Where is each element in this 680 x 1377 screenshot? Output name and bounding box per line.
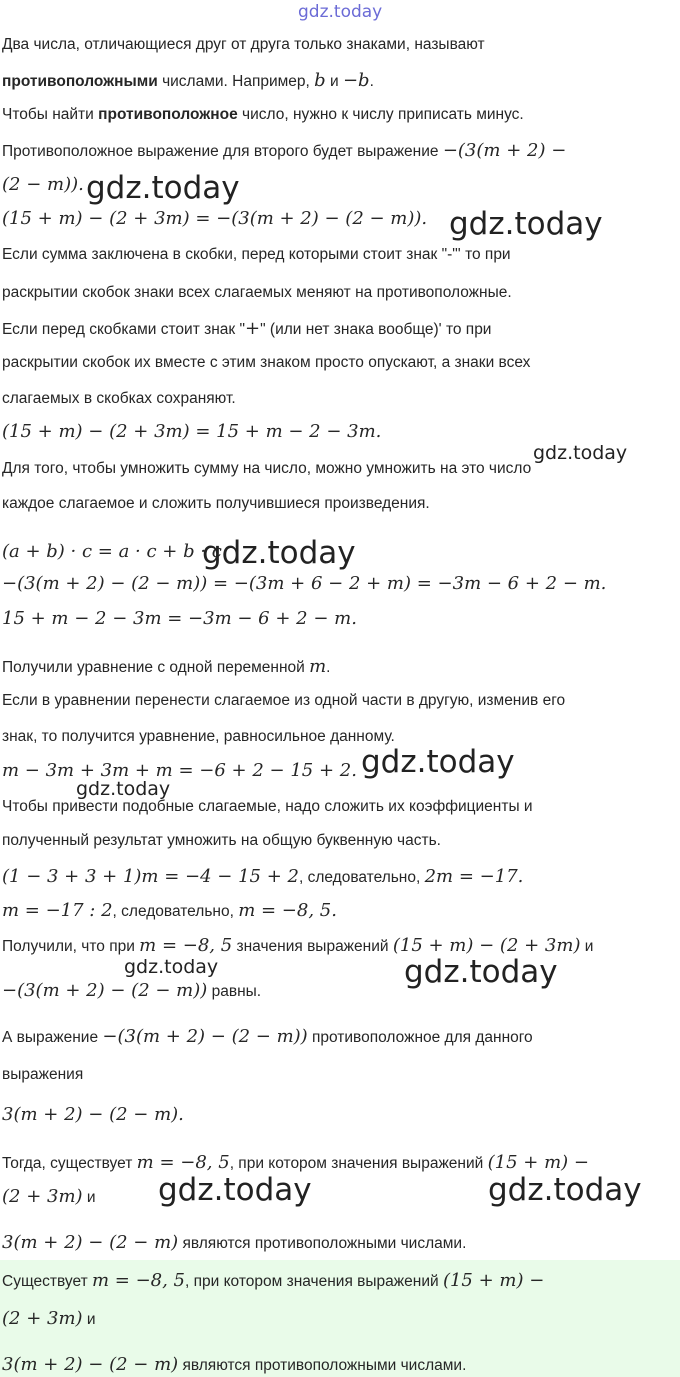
text-line: Два числа, отличающиеся друг от друга только знаками, называют [2, 36, 485, 53]
text-line: Для того, чтобы умножить сумму на число, можно умножить на это число [2, 460, 532, 477]
text-span: Если перед скобками стоит знак " [2, 321, 245, 338]
math-expression: (15 + m) − [487, 1152, 589, 1173]
text-span: противоположное для данного [307, 1029, 533, 1046]
text-span: являются противоположными числами. [178, 1357, 467, 1374]
text-span: и [82, 1189, 96, 1206]
text-line [2, 1186, 96, 1207]
math-expression: m = −8, 5 [136, 1152, 230, 1173]
text-span: " (или нет знака вообще)' то при [260, 321, 492, 338]
text-line: раскрытии скобок знаки всех слагаемых меняют на противоположные. [2, 284, 512, 301]
text-line [2, 935, 593, 956]
math-line: (15 + m) − (2 + 3m) = 15 + m − 2 − 3m. [2, 421, 382, 442]
text-line [2, 980, 261, 1001]
text-span: и [580, 938, 594, 955]
text-line [2, 70, 374, 91]
text-span: равны. [207, 983, 262, 1000]
text-line: полученный результат умножить на общую буквенную часть. [2, 832, 441, 849]
text-span: Существует [2, 1273, 92, 1290]
text-span: . [369, 73, 374, 90]
text-line [2, 1152, 589, 1173]
math-line: m − 3m + 3m + m = −6 + 2 − 15 + 2. [2, 760, 357, 781]
text-span: и [82, 1311, 96, 1328]
watermark: gdz.today [488, 1172, 642, 1208]
math-expression: m = −8, 5 [91, 1270, 186, 1291]
text-line: Если сумма заключена в скобки, перед которыми стоит знак "-"' то при [2, 246, 511, 263]
math-expression: −(3(m + 2) − [442, 140, 567, 161]
text-span: , следовательно, [112, 903, 239, 920]
text-line [2, 106, 524, 124]
math-var: m [309, 656, 327, 677]
math-line: −(3(m + 2) − (2 − m)) = −(3m + 6 − 2 + m) = −3m − 6 + 2 − m. [2, 573, 607, 594]
math-expression: 2m = −17. [424, 866, 524, 887]
math-line: (15 + m) − (2 + 3m) = −(3(m + 2) − (2 − m)). [2, 208, 428, 229]
text-line [2, 318, 491, 339]
text-line: Чтобы привести подобные слагаемые, надо сложить их коэффициенты и [2, 798, 533, 815]
math-expression: (15 + m) − (2 + 3m) [392, 935, 581, 956]
text-span: , следовательно, [298, 869, 425, 886]
text-line: раскрытии скобок их вместе с этим знаком просто опускают, а знаки всех [2, 354, 531, 371]
math-expression: m = −8, 5. [238, 900, 337, 921]
math-expression: (15 + m) − [442, 1270, 545, 1291]
math-symbol: + [245, 318, 261, 339]
text-line [2, 1232, 466, 1253]
text-span: являются противоположными числами. [178, 1235, 467, 1252]
text-span: , при котором значения выражений [229, 1155, 488, 1172]
text-line [2, 1026, 533, 1047]
watermark-top: gdz.today [298, 2, 383, 22]
bold-term: противоположными [2, 73, 158, 90]
text-line: выражения [2, 1066, 84, 1083]
text-span: Получили, что при [2, 938, 140, 955]
math-expression: m = −8, 5 [139, 935, 233, 956]
math-var: b [314, 70, 326, 91]
text-span: числами. Например, [157, 73, 315, 90]
text-line: Если в уравнении перенести слагаемое из одной части в другую, изменив его [2, 692, 566, 709]
text-span: А выражение [2, 1029, 103, 1046]
answer-line [2, 1354, 466, 1375]
math-expression: m = −17 : 2 [2, 900, 113, 921]
math-expression: (1 − 3 + 3 + 1)m = −4 − 15 + 2 [2, 866, 299, 887]
text-span: , при котором значения выражений [185, 1273, 443, 1290]
text-span: Получили уравнение с одной переменной [2, 659, 310, 676]
text-span: Тогда, существует [2, 1155, 137, 1172]
math-expression: −(3(m + 2) − (2 − m)) [2, 980, 208, 1001]
watermark: gdz.today [449, 206, 603, 242]
text-span: значения выражений [232, 938, 393, 955]
text-span: Противоположное выражение для второго будет выражение [2, 143, 443, 160]
text-span: число, нужно к числу приписать минус. [237, 106, 524, 123]
math-expression: (2 + 3m) [2, 1186, 83, 1207]
text-span: и [325, 73, 343, 90]
watermark: gdz.today [76, 778, 171, 800]
watermark: gdz.today [202, 535, 356, 571]
watermark: gdz.today [86, 170, 240, 206]
text-span: . [326, 659, 331, 676]
bold-term: противоположное [98, 106, 238, 123]
watermark: gdz.today [158, 1172, 312, 1208]
math-line: 15 + m − 2 − 3m = −3m − 6 + 2 − m. [2, 608, 357, 629]
text-line: каждое слагаемое и сложить получившиеся произведения. [2, 495, 430, 512]
text-line: знак, то получится уравнение, равносильное данному. [2, 728, 395, 745]
text-line [2, 866, 523, 887]
watermark: gdz.today [404, 954, 558, 990]
text-line: слагаемых в скобках сохраняют. [2, 390, 236, 407]
math-line: (2 − m)). [2, 174, 84, 195]
math-expression: 3(m + 2) − (2 − m) [2, 1354, 179, 1375]
math-expression: 3(m + 2) − (2 − m) [2, 1232, 179, 1253]
math-line: (a + b) · c = a · c + b · c. [2, 541, 228, 562]
text-line [2, 656, 330, 677]
watermark: gdz.today [361, 744, 515, 780]
watermark: gdz.today [124, 956, 219, 978]
text-line [2, 900, 337, 921]
answer-line [2, 1308, 96, 1329]
math-line: 3(m + 2) − (2 − m). [2, 1104, 184, 1125]
watermark: gdz.today [533, 442, 628, 464]
answer-line [2, 1270, 544, 1291]
text-span: Чтобы найти [2, 106, 99, 123]
math-expression: (2 + 3m) [2, 1308, 83, 1329]
text-line [2, 140, 566, 161]
math-var: −b [342, 70, 370, 91]
math-expression: −(3(m + 2) − (2 − m)) [102, 1026, 308, 1047]
